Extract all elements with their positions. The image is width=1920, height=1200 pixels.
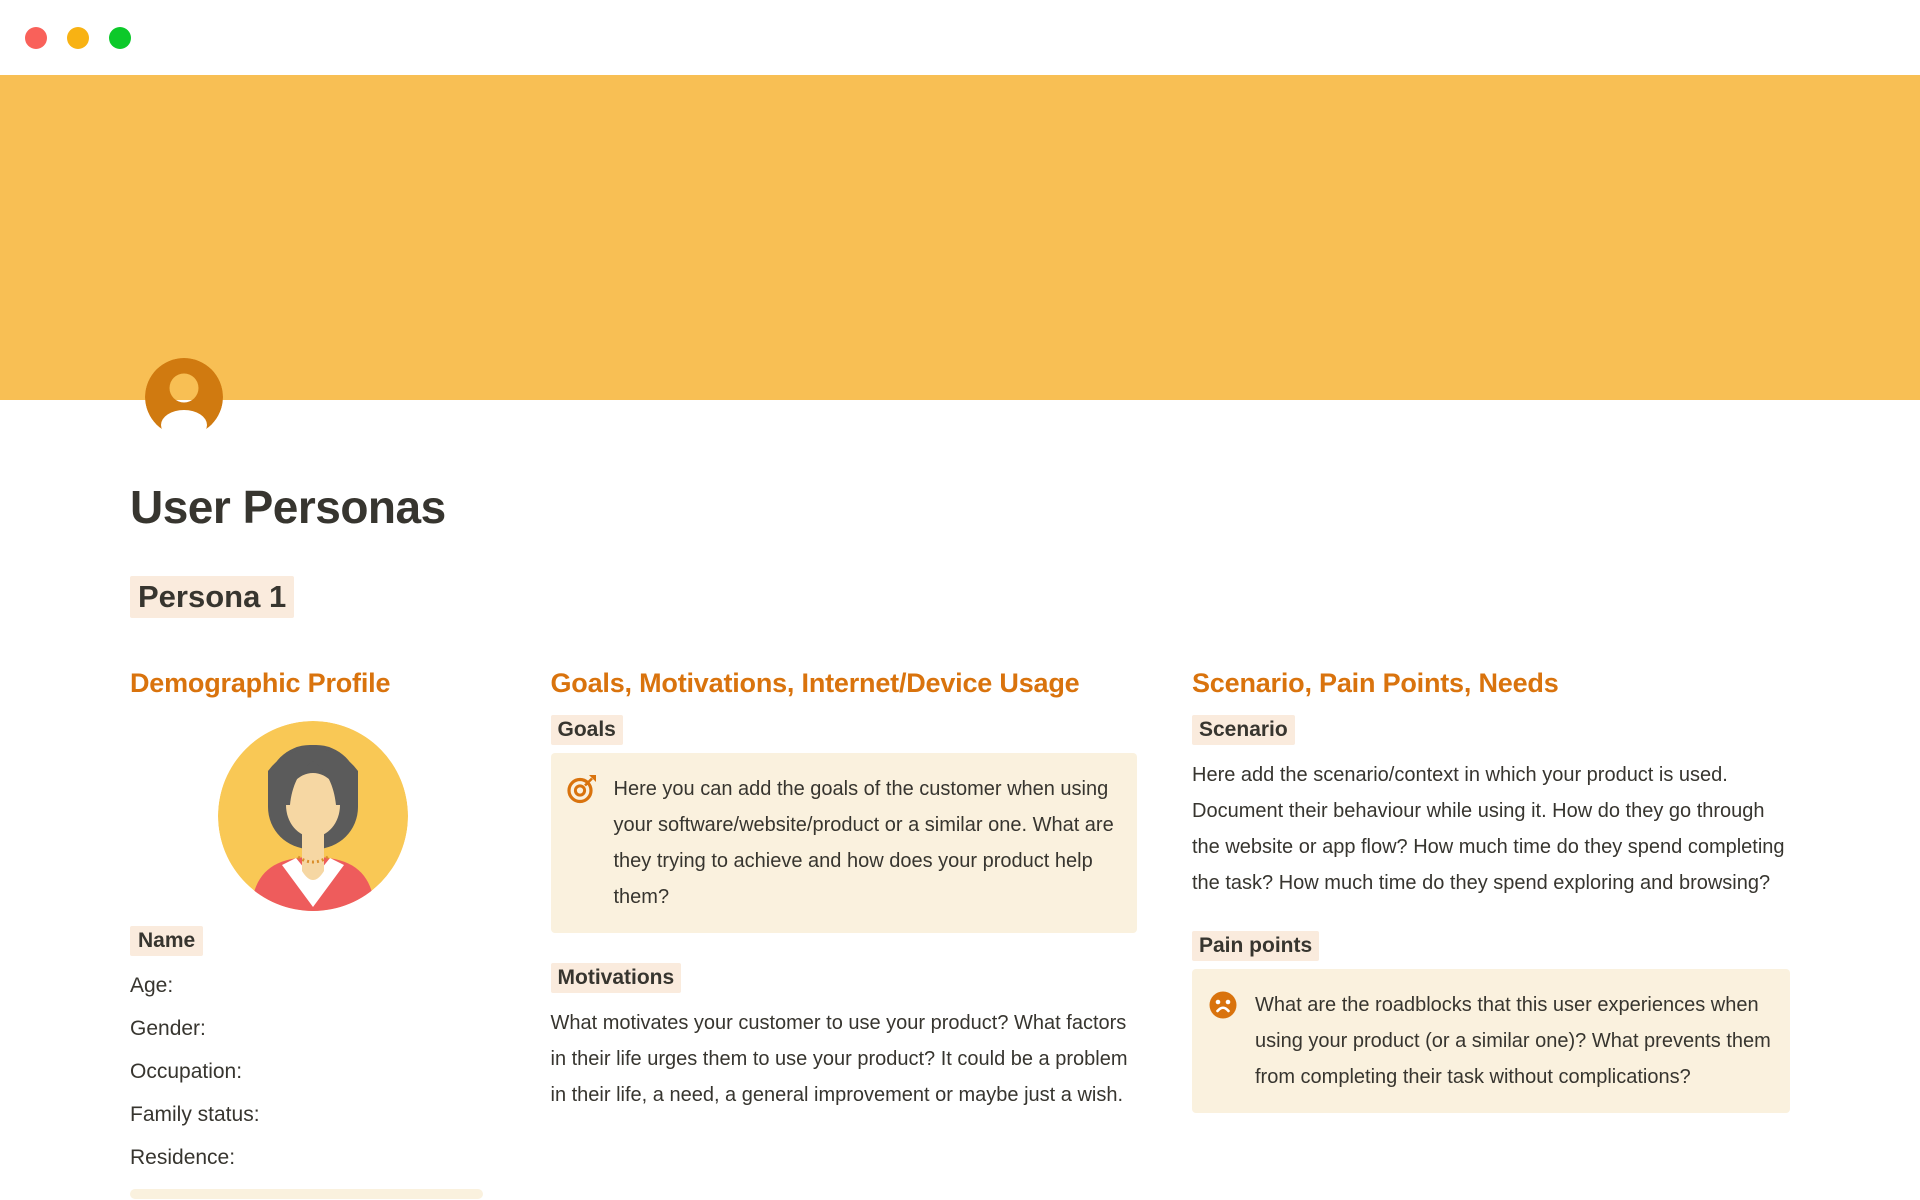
close-button[interactable]	[25, 27, 47, 49]
person-avatar-icon[interactable]	[145, 358, 223, 436]
goals-heading: Goals, Motivations, Internet/Device Usage	[550, 668, 1080, 698]
motivations-text: What motivates your customer to use your product? What factors in their life urges them to use your product? It could be a problem in their life, a need, a general improvement or maybe just a wish.	[550, 1012, 1128, 1106]
minimize-button[interactable]	[67, 27, 89, 49]
field-gender: Gender:	[130, 1017, 206, 1040]
motivations-label-highlight: Motivations	[551, 963, 682, 993]
cream-callout-bar	[130, 1189, 483, 1199]
goals-callout	[551, 753, 1137, 933]
persona-section-heading	[130, 576, 1790, 618]
goals-label-highlight: Goals	[551, 715, 623, 745]
pain-points-callout	[1192, 969, 1790, 1113]
column-demographic	[130, 668, 495, 1199]
name-label-highlight: Name	[130, 926, 203, 956]
zoom-button[interactable]	[109, 27, 131, 49]
page-content	[0, 480, 1920, 1199]
page-title: User Personas	[130, 481, 446, 533]
window-titlebar	[0, 0, 1920, 75]
pain-points-label	[1192, 931, 1790, 961]
pain-points-label-highlight: Pain points	[1192, 931, 1319, 961]
woman-persona-illustration	[130, 721, 495, 916]
persona-heading-highlight: Persona 1	[130, 576, 294, 618]
column-goals	[551, 668, 1137, 1199]
field-residence: Residence:	[130, 1146, 236, 1169]
scenario-label-highlight: Scenario	[1192, 715, 1295, 745]
motivations-label	[551, 963, 1137, 993]
field-name-label	[130, 926, 495, 956]
scenario-label	[1192, 715, 1790, 745]
goals-label	[551, 715, 1137, 745]
goals-callout-text: Here you can add the goals of the customer when using your software/website/product or a similar one. What are they trying to achieve and how does your product help them?	[613, 778, 1114, 908]
column-scenario	[1192, 668, 1790, 1199]
field-age: Age:	[130, 974, 174, 997]
demographic-fields	[130, 926, 495, 1199]
scenario-heading: Scenario, Pain Points, Needs	[1192, 668, 1559, 698]
pain-points-callout-text: What are the roadblocks that this user experiences when using your product (or a similar one)? What prevents them from completing their task without complications?	[1255, 994, 1771, 1088]
scenario-text: Here add the scenario/context in which your product is used. Document their behaviour while using it. How do they go through the website or app flow? How much time do they spend completing the task? How much time do they spend exploring and browsing?	[1192, 764, 1785, 894]
demographic-heading: Demographic Profile	[130, 668, 391, 698]
field-occupation: Occupation:	[130, 1060, 243, 1083]
target-icon	[567, 774, 597, 804]
sad-face-icon	[1208, 990, 1238, 1020]
three-column-layout	[130, 668, 1790, 1199]
page-cover-banner	[0, 75, 1920, 400]
field-family-status: Family status:	[130, 1103, 260, 1126]
